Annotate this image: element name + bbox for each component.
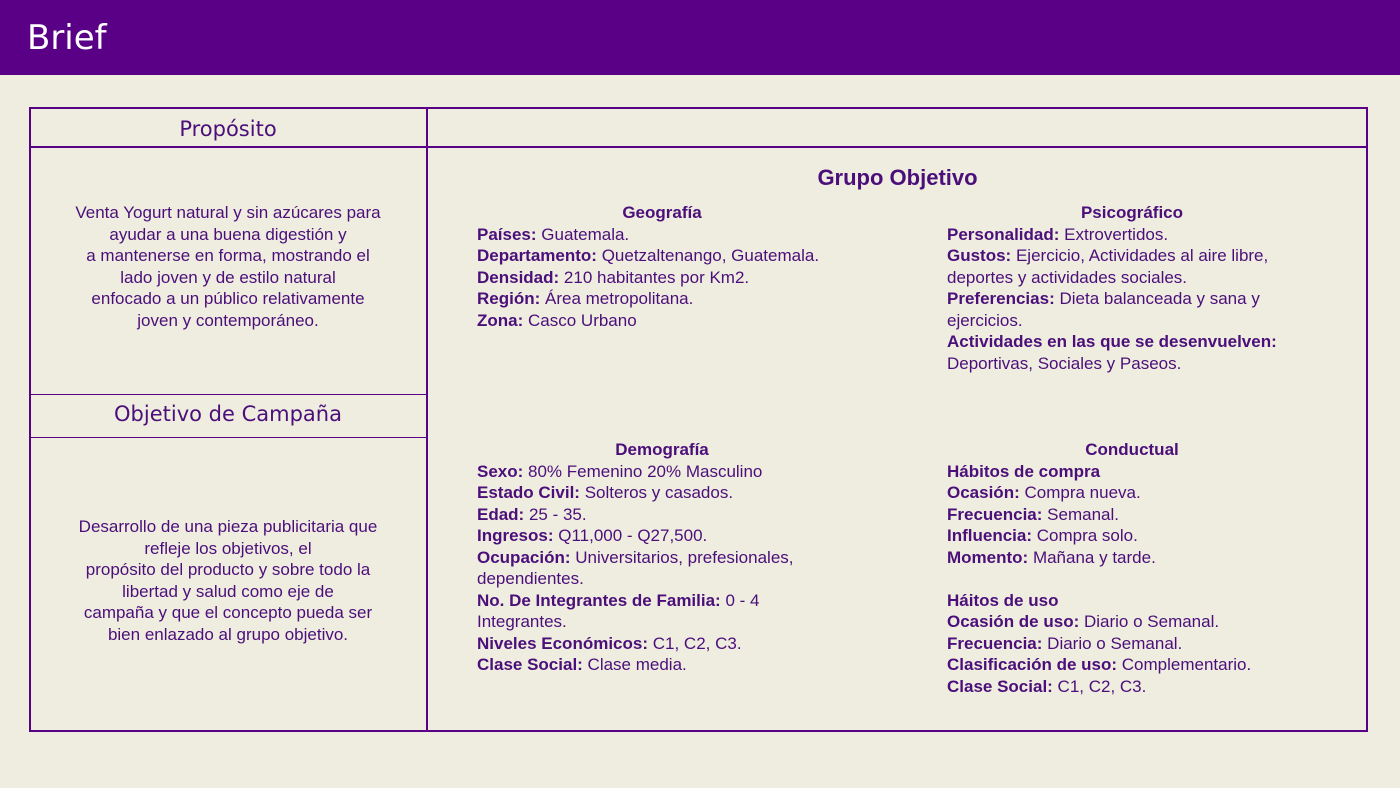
demografia-item: No. De Integrantes de Familia: 0 - 4 Integrantes. xyxy=(477,590,760,631)
objetivo-campana-text: Desarrollo de una pieza publicitaria que refleje los objetivos, el propósito del producto y sobre todo la libertad y salud como eje de campaña y que el concepto pueda ser bien enlazado al grupo objetivo. xyxy=(78,517,378,644)
psicografico-item: Gustos: Ejercicio, Actividades al aire libre, deportes y actividades sociales. xyxy=(947,246,1269,287)
grupo-objetivo-title: Grupo Objetivo xyxy=(817,165,978,190)
psicografico-item: Personalidad: Extrovertidos. xyxy=(947,224,1169,244)
left-divider-top xyxy=(29,394,427,395)
demografia-item: Niveles Económicos: C1, C2, C3. xyxy=(477,633,742,653)
conductual-item: Ocasión de uso: Diario o Semanal. xyxy=(947,612,1220,631)
psicografico-item: Preferencias: Dieta balanceada y sana y ejercicios. xyxy=(947,289,1260,330)
demografia-item: Sexo: 80% Femenino 20% Masculino xyxy=(477,461,763,481)
psicografico-section xyxy=(947,202,1337,374)
conductual-item: Frecuencia: Semanal. xyxy=(947,504,1119,524)
spacer xyxy=(947,568,1337,590)
geografia-item: Departamento: Quetzaltenango, Guatemala. xyxy=(477,246,820,265)
conductual-item: Momento: Mañana y tarde. xyxy=(947,547,1156,567)
geografia-item: Densidad: 210 habitantes por Km2. xyxy=(477,267,750,287)
demografia-item: Estado Civil: Solteros y casados. xyxy=(477,483,734,502)
header-row-divider xyxy=(29,146,1368,148)
demografia-heading: Demografía xyxy=(615,440,709,459)
conductual-item: Frecuencia: Diario o Semanal. xyxy=(947,633,1183,653)
page-title: Brief xyxy=(27,18,107,58)
conductual-item: Influencia: Compra solo. xyxy=(947,526,1138,545)
psicografico-item: Actividades en las que se desenvuelven: Deportivas, Sociales y Paseos. xyxy=(947,332,1277,373)
proposito-text: Venta Yogurt natural y sin azúcares para ayudar a una buena digestión y a mantenerse en forma, mostrando el lado joven y de estilo natural enfocado a un público relativamente joven y contemporáneo. xyxy=(75,203,381,330)
conductual-section xyxy=(947,439,1337,697)
conductual-heading: Conductual xyxy=(1085,440,1179,459)
header-bar xyxy=(0,0,1400,75)
psicografico-heading: Psicográfico xyxy=(1080,203,1184,222)
geografia-heading: Geografía xyxy=(622,203,702,222)
demografia-item: Ingresos: Q11,000 - Q27,500. xyxy=(477,526,708,545)
geografia-item: Región: Área metropolitana. xyxy=(477,289,694,308)
geografia-item: Zona: Casco Urbano xyxy=(477,310,637,330)
conductual-item: Ocasión: Compra nueva. xyxy=(947,483,1141,502)
left-divider-bottom xyxy=(29,437,427,438)
demografia-item: Clase Social: Clase media. xyxy=(477,655,687,674)
conductual-item: Clasificación de uso: Complementario. xyxy=(947,655,1252,674)
demografia-item: Edad: 25 - 35. xyxy=(477,504,587,524)
proposito-title: Propósito xyxy=(179,117,277,141)
conductual-group-title: Hábitos de compra xyxy=(947,461,1101,481)
demografia-section xyxy=(477,439,847,676)
objetivo-campana-title: Objetivo de Campaña xyxy=(114,402,342,426)
conductual-item: Clase Social: C1, C2, C3. xyxy=(947,676,1147,696)
geografia-item: Países: Guatemala. xyxy=(477,224,630,244)
demografia-item: Ocupación: Universitarios, prefesionales, dependientes. xyxy=(477,547,794,588)
geografia-section xyxy=(477,202,847,331)
conductual-group-title: Háitos de uso xyxy=(947,590,1059,610)
